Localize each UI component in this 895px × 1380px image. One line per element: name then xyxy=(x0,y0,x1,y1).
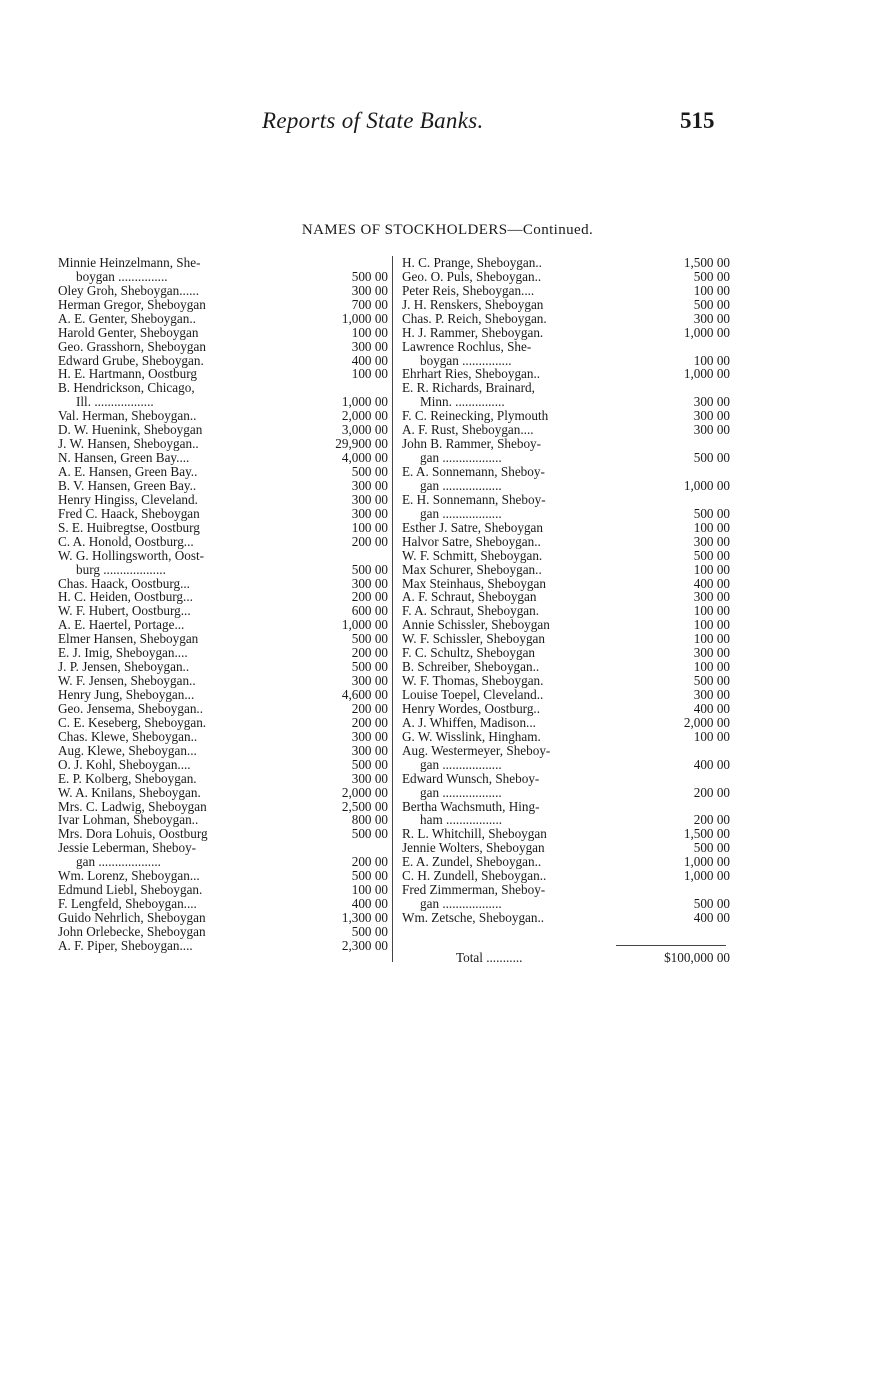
stockholder-name: Wm. Zetsche, Sheboygan.. xyxy=(402,911,545,925)
stockholder-amount: 200 00 xyxy=(693,812,730,828)
stockholder-row xyxy=(58,326,388,340)
stockholder-name: Minnie Heinzelmann, She- xyxy=(58,255,201,270)
stockholder-amount: 29,900 00 xyxy=(335,436,388,452)
stockholder-name: S. E. Huibregtse, Oostburg xyxy=(58,520,200,535)
stockholder-row xyxy=(58,604,388,618)
stockholder-name: J. H. Renskers, Sheboygan xyxy=(402,297,544,312)
stockholder-amount: 300 00 xyxy=(351,477,388,493)
stockholder-row xyxy=(58,632,388,646)
stockholder-row xyxy=(58,869,388,883)
stockholder-name: Fred Zimmerman, Sheboy- xyxy=(402,883,546,898)
stockholder-row xyxy=(58,786,388,800)
stockholder-row xyxy=(402,883,730,897)
stockholder-amount: 300 00 xyxy=(693,589,730,605)
stockholder-row xyxy=(402,841,730,855)
stockholder-name: O. J. Kohl, Sheboygan.... xyxy=(58,757,191,772)
stockholder-amount: 500 00 xyxy=(693,450,730,466)
stockholder-amount: 500 00 xyxy=(693,547,730,563)
stockholder-row xyxy=(402,354,730,368)
stockholder-name: gan .................. xyxy=(420,451,502,466)
stockholder-row xyxy=(402,577,730,591)
stockholder-name: E. P. Kolberg, Sheboygan. xyxy=(58,771,197,786)
stockholder-row xyxy=(402,368,730,382)
stockholder-row xyxy=(402,423,730,437)
stockholder-amount: 100 00 xyxy=(693,561,730,577)
stockholder-row xyxy=(58,298,388,312)
stockholder-name: gan .................. xyxy=(420,785,502,800)
stockholder-row xyxy=(58,535,388,549)
stockholder-row xyxy=(58,897,388,911)
stockholder-name: F. C. Schultz, Sheboygan xyxy=(402,646,536,661)
stockholder-amount: 700 00 xyxy=(351,296,388,312)
stockholder-row xyxy=(58,340,388,354)
stockholder-name: H. J. Rammer, Sheboygan. xyxy=(402,325,544,340)
stockholder-amount: 500 00 xyxy=(693,268,730,284)
stockholder-name: Henry Hingiss, Cleveland. xyxy=(58,492,198,507)
stockholder-row xyxy=(402,758,730,772)
stockholder-name: G. W. Wisslink, Hingham. xyxy=(402,729,541,744)
stockholder-name: Herman Gregor, Sheboygan xyxy=(58,297,206,312)
stockholder-row xyxy=(402,869,730,883)
stockholder-row xyxy=(402,604,730,618)
stockholders-right-column xyxy=(402,256,730,925)
stockholder-amount: 400 00 xyxy=(693,700,730,716)
stockholder-amount: 100 00 xyxy=(693,617,730,633)
stockholder-amount: 2,500 00 xyxy=(341,798,388,814)
stockholder-amount: 1,000 00 xyxy=(683,324,730,340)
stockholder-name: Henry Jung, Sheboygan... xyxy=(58,688,195,702)
stockholder-amount: 1,000 00 xyxy=(683,477,730,493)
stockholder-row xyxy=(402,395,730,409)
stockholder-amount: 800 00 xyxy=(351,812,388,828)
stockholder-name: John Orlebecke, Sheboygan xyxy=(58,924,206,939)
stockholder-row xyxy=(402,256,730,270)
stockholder-name: Elmer Hansen, Sheboygan xyxy=(58,632,199,647)
stockholder-name: E. H. Sonnemann, Sheboy- xyxy=(402,492,546,507)
stockholder-amount: 300 00 xyxy=(351,505,388,521)
stockholder-row xyxy=(58,744,388,758)
stockholder-row xyxy=(58,925,388,939)
stockholder-row xyxy=(402,284,730,298)
stockholder-amount: 200 00 xyxy=(351,700,388,716)
stockholder-name: Aug. Klewe, Sheboygan... xyxy=(58,743,197,758)
stockholder-row xyxy=(402,465,730,479)
stockholder-amount: 100 00 xyxy=(351,366,388,382)
stockholder-name: Oley Groh, Sheboygan...... xyxy=(58,283,200,298)
stockholder-row xyxy=(58,312,388,326)
stockholder-name: Guido Nehrlich, Sheboygan xyxy=(58,911,206,925)
stockholder-name: ham ................. xyxy=(420,813,503,828)
stockholder-name: Chas. Klewe, Sheboygan.. xyxy=(58,729,198,744)
stockholder-name: Max Steinhaus, Sheboygan xyxy=(402,576,546,591)
stockholder-name: A. F. Rust, Sheboygan.... xyxy=(402,423,534,438)
stockholder-row xyxy=(58,660,388,674)
running-head xyxy=(0,108,895,138)
stockholder-row xyxy=(402,786,730,800)
stockholder-amount: 1,500 00 xyxy=(683,826,730,842)
stockholder-amount: 500 00 xyxy=(351,826,388,842)
stockholder-row xyxy=(402,730,730,744)
stockholder-row xyxy=(402,814,730,828)
stockholder-name: W. F. Thomas, Sheboygan. xyxy=(402,674,544,689)
stockholder-row xyxy=(402,855,730,869)
stockholder-amount: 100 00 xyxy=(351,324,388,340)
stockholder-name: W. F. Schissler, Sheboygan xyxy=(402,632,545,647)
stockholder-row xyxy=(58,883,388,897)
stockholder-amount: 500 00 xyxy=(351,659,388,675)
stockholder-name: Jessie Leberman, Sheboy- xyxy=(58,841,197,856)
stockholder-amount: 300 00 xyxy=(351,282,388,298)
stockholder-name: F. A. Schraut, Sheboygan. xyxy=(402,604,540,619)
stockholder-name: R. L. Whitchill, Sheboygan xyxy=(402,827,547,842)
stockholder-name: C. H. Zundell, Sheboygan.. xyxy=(402,869,547,884)
stockholder-amount: 100 00 xyxy=(693,728,730,744)
stockholder-name: Annie Schissler, Sheboygan xyxy=(402,618,550,633)
stockholder-row xyxy=(58,437,388,451)
stockholder-row xyxy=(402,618,730,632)
total-label: Total ........... xyxy=(456,950,523,965)
stockholder-row xyxy=(58,939,388,953)
stockholder-amount: 300 00 xyxy=(693,422,730,438)
stockholder-name: Esther J. Satre, Sheboygan xyxy=(402,520,544,535)
stockholder-amount: 400 00 xyxy=(693,910,730,926)
stockholder-row xyxy=(58,507,388,521)
stockholder-row xyxy=(402,702,730,716)
stockholder-row xyxy=(58,423,388,437)
running-title: Reports of State Banks. xyxy=(262,108,484,133)
stockholder-name: gan ................... xyxy=(76,855,161,870)
stockholder-name: Bertha Wachsmuth, Hing- xyxy=(402,799,540,814)
stockholder-amount: 300 00 xyxy=(351,728,388,744)
stockholder-amount: 200 00 xyxy=(351,714,388,730)
stockholder-name: B. V. Hansen, Green Bay.. xyxy=(58,478,197,493)
stockholder-name: W. F. Hubert, Oostburg... xyxy=(58,604,191,619)
stockholder-amount: 1,000 00 xyxy=(341,394,388,410)
stockholder-amount: 1,000 00 xyxy=(683,366,730,382)
stockholder-row xyxy=(402,716,730,730)
stockholder-amount: 500 00 xyxy=(693,673,730,689)
stockholder-amount: 2,300 00 xyxy=(341,937,388,953)
stockholder-row xyxy=(402,312,730,326)
stockholder-name: Louise Toepel, Cleveland.. xyxy=(402,688,544,702)
stockholder-row xyxy=(402,772,730,786)
stockholder-name: Chas. P. Reich, Sheboygan. xyxy=(402,311,547,326)
stockholder-amount: 1,500 00 xyxy=(683,254,730,270)
stockholder-row xyxy=(402,591,730,605)
stockholder-row xyxy=(58,591,388,605)
stockholder-amount: 400 00 xyxy=(693,575,730,591)
stockholder-row xyxy=(58,702,388,716)
stockholder-amount: 1,300 00 xyxy=(341,910,388,926)
stockholder-name: Edward Wunsch, Sheboy- xyxy=(402,771,540,786)
stockholder-amount: 2,000 00 xyxy=(341,408,388,424)
stockholder-row xyxy=(58,577,388,591)
stockholder-name: Ill. .................. xyxy=(76,395,154,410)
stockholder-amount: 500 00 xyxy=(351,464,388,480)
stockholder-name: B. Schreiber, Sheboygan.. xyxy=(402,660,540,675)
stockholder-amount: 300 00 xyxy=(351,575,388,591)
stockholder-amount: 300 00 xyxy=(351,338,388,354)
stockholder-name: Geo. Jensema, Sheboygan.. xyxy=(58,701,204,716)
stockholder-amount: 100 00 xyxy=(693,352,730,368)
stockholder-name: A. E. Haertel, Portage... xyxy=(58,618,185,633)
stockholder-row xyxy=(402,479,730,493)
stockholder-name: A. F. Schraut, Sheboygan xyxy=(402,590,537,605)
stockholder-name: Mrs. Dora Lohuis, Oostburg xyxy=(58,827,208,842)
stockholder-amount: 500 00 xyxy=(693,505,730,521)
stockholder-name: gan .................. xyxy=(420,897,502,912)
stockholder-name: Harold Genter, Sheboygan xyxy=(58,325,199,340)
stockholder-amount: 500 00 xyxy=(351,923,388,939)
stockholder-row xyxy=(58,772,388,786)
stockholder-amount: 200 00 xyxy=(351,589,388,605)
stockholder-name: Ehrhart Ries, Sheboygan.. xyxy=(402,367,541,382)
stockholder-amount: 4,000 00 xyxy=(341,450,388,466)
stockholder-name: J. W. Hansen, Sheboygan.. xyxy=(58,437,199,452)
stockholder-row xyxy=(58,381,388,395)
stockholder-row xyxy=(58,758,388,772)
stockholder-name: Chas. Haack, Oostburg... xyxy=(58,576,190,591)
stockholder-row xyxy=(402,827,730,841)
stockholder-name: F. Lengfeld, Sheboygan.... xyxy=(58,897,197,912)
stockholder-name: boygan ............... xyxy=(76,269,168,284)
stockholder-name: J. P. Jensen, Sheboygan.. xyxy=(58,660,190,675)
stockholder-name: Peter Reis, Sheboygan.... xyxy=(402,283,535,298)
stockholder-row xyxy=(58,618,388,632)
stockholder-amount: 2,000 00 xyxy=(683,714,730,730)
stockholder-amount: 4,600 00 xyxy=(341,687,388,703)
stockholder-name: W. F. Schmitt, Sheboygan. xyxy=(402,548,543,563)
stockholder-row xyxy=(402,549,730,563)
stockholder-row xyxy=(402,800,730,814)
stockholder-name: C. E. Keseberg, Sheboygan. xyxy=(58,715,207,730)
stockholder-row xyxy=(58,563,388,577)
stockholder-name: E. R. Richards, Brainard, xyxy=(402,381,535,396)
stockholder-row xyxy=(402,646,730,660)
stockholder-row xyxy=(58,841,388,855)
stockholder-name: Edmund Liebl, Sheboygan. xyxy=(58,883,203,898)
total-rule xyxy=(616,945,726,946)
stockholder-amount: 300 00 xyxy=(351,770,388,786)
stockholder-name: Val. Herman, Sheboygan.. xyxy=(58,409,197,424)
stockholder-row xyxy=(402,270,730,284)
stockholder-row xyxy=(58,549,388,563)
stockholder-amount: 400 00 xyxy=(351,352,388,368)
stockholder-amount: 300 00 xyxy=(693,645,730,661)
stockholder-row xyxy=(58,521,388,535)
stockholder-amount: 100 00 xyxy=(693,631,730,647)
stockholder-amount: 500 00 xyxy=(351,631,388,647)
stockholder-row xyxy=(58,493,388,507)
stockholder-amount: 1,000 00 xyxy=(341,310,388,326)
stockholder-name: D. W. Huenink, Sheboygan xyxy=(58,423,203,438)
stockholder-row xyxy=(58,688,388,702)
stockholder-name: A. F. Piper, Sheboygan.... xyxy=(58,938,193,953)
stockholder-amount: 100 00 xyxy=(351,882,388,898)
stockholder-name: Lawrence Rochlus, She- xyxy=(402,339,532,354)
stockholder-amount: 500 00 xyxy=(351,756,388,772)
stockholder-name: A. E. Hansen, Green Bay.. xyxy=(58,465,198,479)
stockholder-row xyxy=(402,493,730,507)
stockholder-amount: 1,000 00 xyxy=(683,868,730,884)
stockholder-amount: 200 00 xyxy=(351,533,388,549)
stockholder-name: Edward Grube, Sheboygan. xyxy=(58,353,204,368)
stockholder-name: gan .................. xyxy=(420,478,502,493)
stockholder-amount: 300 00 xyxy=(351,491,388,507)
stockholder-row xyxy=(58,451,388,465)
stockholder-row xyxy=(58,855,388,869)
stockholder-row xyxy=(58,409,388,423)
stockholder-row xyxy=(58,368,388,382)
stockholder-name: H. C. Prange, Sheboygan.. xyxy=(402,255,542,270)
stockholder-amount: 300 00 xyxy=(693,394,730,410)
stockholder-name: Halvor Satre, Sheboygan.. xyxy=(402,534,541,549)
stockholder-amount: 300 00 xyxy=(693,408,730,424)
stockholder-row xyxy=(402,897,730,911)
stockholder-row xyxy=(58,646,388,660)
stockholder-row xyxy=(402,409,730,423)
stockholder-row xyxy=(58,730,388,744)
stockholder-row xyxy=(402,688,730,702)
stockholder-amount: 100 00 xyxy=(351,519,388,535)
stockholder-amount: 300 00 xyxy=(351,673,388,689)
stockholder-name: E. A. Zundel, Sheboygan.. xyxy=(402,855,542,870)
stockholder-name: H. E. Hartmann, Oostburg xyxy=(58,367,197,382)
stockholder-name: Geo. Grasshorn, Sheboygan xyxy=(58,339,206,354)
stockholder-row xyxy=(402,632,730,646)
stockholder-row xyxy=(402,911,730,925)
stockholder-name: Minn. ............... xyxy=(420,395,505,410)
stockholder-row xyxy=(58,270,388,284)
stockholder-amount: 500 00 xyxy=(351,561,388,577)
stockholder-name: W. A. Knilans, Sheboygan. xyxy=(58,785,201,800)
stockholder-name: H. C. Heiden, Oostburg... xyxy=(58,590,193,605)
stockholder-row xyxy=(402,298,730,312)
stockholder-name: W. F. Jensen, Sheboygan.. xyxy=(58,674,196,689)
stockholder-amount: 500 00 xyxy=(351,868,388,884)
stockholder-name: Max Schurer, Sheboygan.. xyxy=(402,562,542,577)
stockholder-row xyxy=(402,674,730,688)
stockholder-amount: 2,000 00 xyxy=(341,784,388,800)
stockholder-row xyxy=(58,256,388,270)
stockholder-amount: 100 00 xyxy=(693,519,730,535)
stockholder-amount: 100 00 xyxy=(693,603,730,619)
stockholder-row xyxy=(402,507,730,521)
stockholder-amount: 500 00 xyxy=(351,268,388,284)
section-title: NAMES OF STOCKHOLDERS—Continued. xyxy=(301,222,594,238)
stockholder-amount: 200 00 xyxy=(351,645,388,661)
stockholder-amount: 400 00 xyxy=(693,756,730,772)
stockholder-amount: 500 00 xyxy=(693,896,730,912)
stockholder-row xyxy=(402,521,730,535)
stockholder-name: N. Hansen, Green Bay.... xyxy=(58,451,190,466)
stockholder-row xyxy=(402,326,730,340)
stockholder-amount: 200 00 xyxy=(351,854,388,870)
stockholder-row xyxy=(402,340,730,354)
stockholder-amount: 600 00 xyxy=(351,603,388,619)
stockholder-amount: 1,000 00 xyxy=(341,617,388,633)
stockholder-row xyxy=(58,479,388,493)
stockholder-name: Jennie Wolters, Sheboygan xyxy=(402,841,545,856)
stockholder-name: Wm. Lorenz, Sheboygan... xyxy=(58,869,200,884)
stockholder-name: A. E. Genter, Sheboygan.. xyxy=(58,311,196,326)
stockholder-amount: 300 00 xyxy=(693,310,730,326)
stockholder-name: C. A. Honold, Oostburg... xyxy=(58,534,194,549)
stockholders-left-column xyxy=(58,256,388,953)
stockholder-amount: 300 00 xyxy=(693,687,730,703)
stockholder-row xyxy=(402,563,730,577)
stockholder-name: Aug. Westermeyer, Sheboy- xyxy=(402,743,551,758)
stockholder-row xyxy=(58,814,388,828)
stockholder-name: E. A. Sonnemann, Sheboy- xyxy=(402,465,545,479)
stockholder-name: B. Hendrickson, Chicago, xyxy=(58,381,195,396)
stockholder-name: Ivar Lohman, Sheboygan.. xyxy=(58,813,199,828)
stockholder-amount: 300 00 xyxy=(351,742,388,758)
stockholder-row xyxy=(58,911,388,925)
stockholder-row xyxy=(58,354,388,368)
stockholder-amount: 3,000 00 xyxy=(341,422,388,438)
stockholder-name: Geo. O. Puls, Sheboygan.. xyxy=(402,269,542,284)
stockholder-name: Fred C. Haack, Sheboygan xyxy=(58,506,200,521)
stockholder-name: Mrs. C. Ladwig, Sheboygan xyxy=(58,799,207,814)
total-amount: $100,000 00 xyxy=(664,950,730,965)
stockholder-row xyxy=(402,451,730,465)
column-divider xyxy=(392,256,393,962)
stockholder-name: burg ................... xyxy=(76,562,166,577)
stockholder-name: F. C. Reinecking, Plymouth xyxy=(402,409,549,424)
stockholder-amount: 1,000 00 xyxy=(683,854,730,870)
stockholder-name: gan .................. xyxy=(420,757,502,772)
stockholder-row xyxy=(58,800,388,814)
stockholder-row xyxy=(402,744,730,758)
stockholder-row xyxy=(58,827,388,841)
stockholder-row xyxy=(58,465,388,479)
stockholder-amount: 100 00 xyxy=(693,282,730,298)
stockholder-row xyxy=(58,395,388,409)
stockholder-row xyxy=(402,535,730,549)
stockholder-row xyxy=(58,716,388,730)
stockholder-amount: 500 00 xyxy=(693,840,730,856)
stockholder-name: John B. Rammer, Sheboy- xyxy=(402,437,542,452)
stockholder-row xyxy=(58,284,388,298)
stockholder-row xyxy=(402,660,730,674)
stockholder-name: W. G. Hollingsworth, Oost- xyxy=(58,548,205,563)
stockholder-row xyxy=(402,381,730,395)
stockholder-name: gan .................. xyxy=(420,506,502,521)
stockholder-amount: 100 00 xyxy=(693,659,730,675)
stockholder-name: boygan ............... xyxy=(420,353,512,368)
stockholder-row xyxy=(402,437,730,451)
stockholder-amount: 500 00 xyxy=(693,296,730,312)
stockholder-amount: 400 00 xyxy=(351,896,388,912)
stockholder-amount: 300 00 xyxy=(693,533,730,549)
stockholder-name: Henry Wordes, Oostburg.. xyxy=(402,701,541,716)
stockholder-name: A. J. Whiffen, Madison... xyxy=(402,715,536,730)
stockholder-amount: 200 00 xyxy=(693,784,730,800)
total-row xyxy=(402,950,730,966)
stockholder-row xyxy=(58,674,388,688)
stockholder-name: E. J. Imig, Sheboygan.... xyxy=(58,646,188,661)
page-number: 515 xyxy=(680,108,715,133)
